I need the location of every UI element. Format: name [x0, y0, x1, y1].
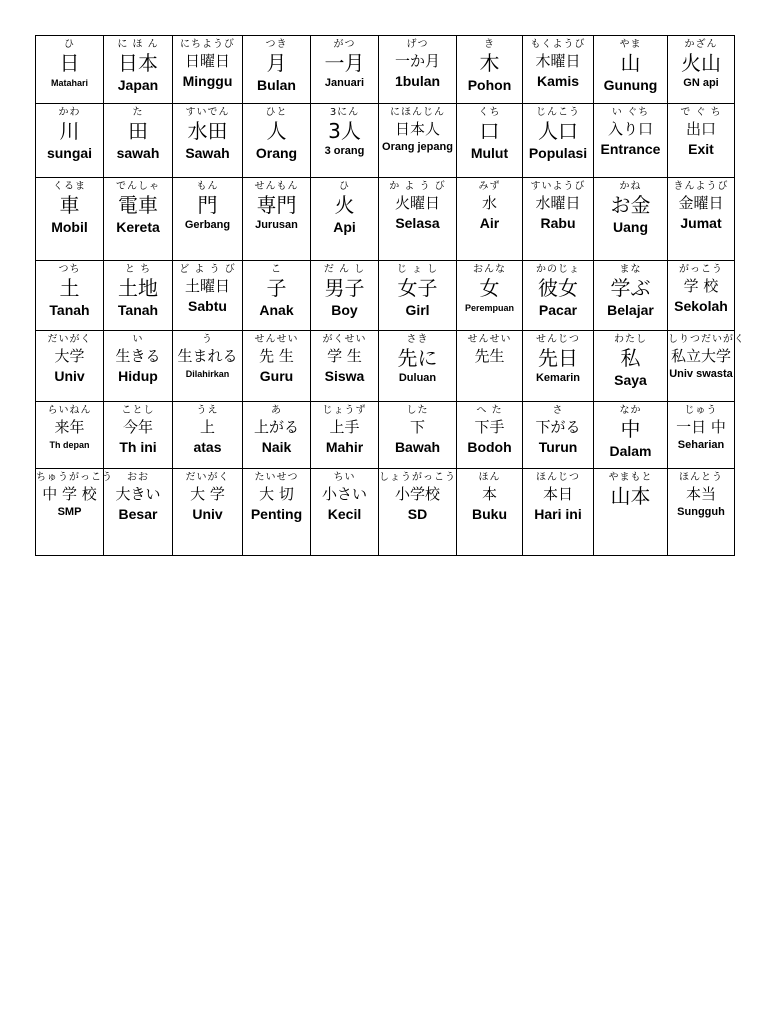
kanji-word: 日曜日	[184, 52, 230, 70]
kanji-word: 土	[59, 276, 80, 301]
meaning-label: Th ini	[119, 438, 157, 455]
meaning-label: Kecil	[327, 505, 362, 522]
meaning-label: Minggu	[182, 73, 233, 89]
vocab-cell	[594, 36, 668, 104]
furigana-reading: へ た	[476, 404, 503, 416]
vocab-cell	[668, 401, 735, 468]
vocab-cell	[668, 104, 735, 178]
furigana-reading: かね	[619, 181, 642, 193]
meaning-label: Belajar	[607, 302, 654, 319]
kanji-word: 一か月	[394, 52, 440, 70]
meaning-label: sungai	[46, 145, 93, 162]
furigana-reading: もん	[196, 181, 219, 193]
meaning-label: Jumat	[680, 215, 722, 232]
meaning-label: Sungguh	[677, 505, 725, 518]
furigana-reading: こ	[271, 264, 282, 276]
kanji-word: 本当	[685, 484, 716, 503]
furigana-reading: じ ょ し	[396, 264, 439, 276]
vocab-cell	[104, 261, 173, 330]
furigana-reading: みず	[478, 181, 501, 193]
kanji-word: 水	[481, 194, 497, 213]
vocab-table	[35, 35, 745, 556]
furigana-reading: さ	[552, 404, 564, 416]
furigana-reading: ちゅうがっこう	[36, 471, 113, 483]
meaning-label: Besar	[118, 505, 158, 522]
furigana-reading: かのじょ	[536, 264, 580, 276]
meaning-label: Tanah	[49, 302, 90, 319]
vocab-row	[36, 261, 735, 330]
kanji-word: 先に	[397, 345, 438, 370]
furigana-reading: やまもと	[608, 471, 653, 483]
furigana-reading: せんじつ	[536, 333, 580, 345]
furigana-reading: まな	[619, 264, 642, 276]
furigana-reading: で ぐ ち	[680, 107, 722, 119]
furigana-reading: きんようび	[673, 181, 729, 193]
kanji-word: 一月	[324, 51, 365, 75]
vocab-cell	[379, 330, 457, 401]
vocab-cell	[36, 330, 104, 401]
furigana-reading: にちようび	[180, 39, 235, 50]
furigana-reading: がっこう	[679, 264, 723, 276]
vocab-row	[36, 401, 735, 468]
kanji-word: 先生	[474, 346, 505, 365]
vocab-cell	[104, 36, 173, 104]
vocab-cell	[311, 36, 379, 104]
kanji-word: 日本	[118, 51, 158, 75]
meaning-label: Mahir	[325, 438, 364, 455]
meaning-label: Selasa	[395, 215, 440, 232]
vocab-cell	[243, 401, 311, 468]
vocab-cell	[243, 468, 311, 555]
furigana-reading: つち	[58, 264, 81, 276]
vocab-table-body	[36, 36, 745, 556]
kanji-word: 学 生	[327, 346, 362, 365]
vocab-cell	[104, 104, 173, 178]
vocab-cell	[457, 36, 523, 104]
furigana-reading: すいでん	[185, 107, 230, 119]
vocab-cell	[104, 401, 173, 468]
vocab-cell	[173, 178, 243, 261]
kanji-word: 私	[620, 345, 641, 370]
vocab-cell	[594, 401, 668, 468]
kanji-word: 先 生	[259, 346, 294, 365]
meaning-label: Uang	[613, 219, 648, 236]
kanji-word: 女	[479, 276, 500, 301]
vocab-cell	[36, 261, 104, 330]
meaning-label: Kamis	[536, 73, 580, 89]
vocab-cell	[173, 261, 243, 330]
furigana-reading: ほんとう	[679, 471, 723, 483]
kanji-word: 口	[479, 119, 500, 144]
kanji-word: 火山	[681, 51, 721, 75]
vocab-cell	[243, 330, 311, 401]
vocab-cell	[311, 261, 379, 330]
meaning-label: Mobil	[51, 219, 88, 236]
kanji-word: 火	[334, 193, 355, 218]
meaning-label: Entrance	[600, 141, 661, 158]
furigana-reading: がつ	[333, 39, 356, 50]
furigana-reading: あ	[271, 404, 282, 416]
kanji-word: 小さい	[321, 484, 367, 503]
furigana-reading: ちい	[333, 471, 356, 483]
vocab-cell	[523, 401, 594, 468]
meaning-label: Tanah	[117, 302, 159, 319]
meaning-label: Bawah	[394, 438, 441, 455]
meaning-label: Guru	[259, 367, 294, 384]
kanji-word: 一日 中	[676, 417, 726, 436]
furigana-reading: じょうず	[322, 404, 367, 416]
vocab-cell	[379, 261, 457, 330]
kanji-word: 日本人	[394, 120, 440, 139]
meaning-label: Populasi	[528, 145, 588, 162]
kanji-word: 土地	[118, 276, 158, 301]
meaning-label: Th depan	[49, 439, 90, 450]
vocab-cell	[311, 330, 379, 401]
vocab-row	[36, 36, 735, 104]
kanji-word: 生きる	[115, 346, 161, 365]
meaning-label: Januari	[324, 77, 365, 89]
furigana-reading: しりつだいがく	[668, 333, 745, 345]
meaning-label: Kereta	[116, 219, 160, 236]
kanji-word: 土曜日	[184, 277, 230, 296]
kanji-word: 中	[620, 416, 641, 441]
meaning-label: Orang	[255, 145, 298, 162]
meaning-label: Anak	[259, 302, 294, 319]
kanji-word: 出口	[685, 120, 716, 139]
furigana-reading: がくせい	[322, 333, 367, 345]
meaning-label: Buku	[472, 505, 507, 522]
meaning-label: 3 orang	[324, 145, 365, 158]
furigana-reading: つき	[265, 39, 288, 50]
kanji-word: 大 学	[190, 484, 225, 503]
vocab-cell	[457, 468, 523, 555]
kanji-word: お金	[610, 193, 651, 218]
vocab-cell	[173, 36, 243, 104]
vocab-cell	[243, 261, 311, 330]
vocab-cell	[311, 104, 379, 178]
vocab-cell	[311, 178, 379, 261]
furigana-reading: わたし	[614, 333, 647, 345]
vocab-cell	[668, 261, 735, 330]
kanji-word: 山	[620, 51, 641, 75]
meaning-label: Rabu	[540, 215, 576, 232]
vocab-cell	[457, 178, 523, 261]
furigana-reading: だ ん し	[323, 264, 366, 276]
kanji-word: 金曜日	[678, 194, 724, 213]
furigana-reading: うえ	[196, 404, 219, 416]
vocab-cell	[668, 178, 735, 261]
furigana-reading: だいがく	[47, 333, 92, 345]
meaning-label: Gunung	[603, 77, 658, 93]
kanji-word: 下がる	[535, 417, 581, 436]
meaning-label: Pohon	[467, 77, 512, 93]
kanji-word: 山本	[610, 483, 651, 508]
meaning-label: Sabtu	[188, 298, 227, 315]
vocab-cell	[594, 261, 668, 330]
kanji-word: 専門	[256, 193, 297, 218]
kanji-word: 木	[479, 51, 500, 75]
vocab-row	[36, 104, 735, 178]
vocab-cell	[594, 178, 668, 261]
furigana-reading: 3にん	[329, 107, 360, 119]
meaning-label: Boy	[331, 302, 358, 319]
meaning-label: Perempuan	[464, 303, 515, 314]
furigana-reading: しょうがっこう	[379, 471, 456, 483]
vocab-cell	[668, 330, 745, 401]
furigana-reading: くるま	[53, 181, 86, 193]
furigana-reading: ことし	[121, 404, 155, 416]
meaning-label: Univ	[54, 367, 85, 384]
kanji-word: 女子	[397, 276, 438, 301]
meaning-label: Girl	[405, 302, 430, 319]
vocab-cell	[36, 36, 104, 104]
vocab-cell	[523, 36, 594, 104]
furigana-reading: おお	[127, 471, 149, 483]
kanji-word: 子	[266, 276, 287, 301]
meaning-label: Penting	[250, 505, 303, 522]
vocab-row	[36, 468, 735, 555]
meaning-label: Jurusan	[255, 219, 298, 232]
kanji-word: 3人	[328, 119, 361, 144]
vocab-cell	[36, 468, 113, 555]
furigana-reading: と ち	[124, 264, 152, 276]
vocab-cell	[104, 468, 173, 555]
kanji-word: 電車	[118, 193, 158, 218]
vocab-cell	[173, 104, 243, 178]
vocab-cell	[379, 468, 457, 555]
furigana-reading: き	[484, 39, 495, 50]
furigana-reading: かざん	[684, 39, 718, 50]
furigana-reading: う	[202, 333, 213, 345]
meaning-label: Siswa	[324, 367, 365, 384]
vocab-cell	[173, 401, 243, 468]
kanji-word: 車	[59, 193, 80, 218]
kanji-word: 木曜日	[535, 52, 581, 70]
vocab-cell	[243, 36, 311, 104]
meaning-label: Bulan	[257, 77, 296, 93]
furigana-reading: やま	[619, 39, 642, 50]
vocab-cell	[594, 104, 668, 178]
vocab-cell	[243, 104, 311, 178]
meaning-label: Naik	[261, 438, 292, 455]
furigana-reading: じんこう	[536, 107, 580, 119]
kanji-word: 下	[409, 417, 425, 436]
meaning-label: Japan	[117, 77, 159, 93]
meaning-label: Sekolah	[674, 298, 728, 315]
meaning-label: Univ	[192, 505, 223, 522]
meaning-label: Api	[333, 219, 356, 236]
kanji-word: 先日	[538, 345, 578, 370]
vocab-row	[36, 330, 735, 401]
vocab-cell	[379, 178, 457, 261]
meaning-label: Dalam	[609, 442, 652, 459]
meaning-label: Seharian	[677, 438, 725, 451]
vocab-cell	[457, 261, 523, 330]
meaning-label: 1bulan	[394, 73, 441, 89]
furigana-reading: もくようび	[530, 39, 586, 50]
meaning-label: Orang jepang	[382, 141, 453, 154]
vocab-cell	[311, 468, 379, 555]
kanji-word: 門	[197, 193, 218, 218]
vocab-cell	[311, 401, 379, 468]
furigana-reading: ひ	[64, 39, 75, 50]
vocab-cell	[36, 104, 104, 178]
furigana-reading: に ほ ん	[117, 39, 159, 50]
furigana-reading: げつ	[406, 39, 429, 50]
furigana-reading: ひ	[339, 181, 350, 193]
kanji-word: 来年	[54, 417, 85, 436]
furigana-reading: せんせい	[254, 333, 299, 345]
kanji-word: 水曜日	[535, 194, 581, 213]
meaning-label: Air	[479, 215, 500, 232]
furigana-reading: さき	[406, 333, 429, 345]
kanji-word: 人	[266, 119, 287, 144]
vocab-cell	[594, 468, 668, 555]
kanji-word: 川	[59, 119, 80, 144]
furigana-reading: い	[132, 333, 144, 345]
furigana-reading: くち	[478, 107, 501, 119]
vocab-cell	[523, 178, 594, 261]
vocab-cell	[243, 178, 311, 261]
furigana-reading: せんもん	[254, 181, 299, 193]
vocab-cell	[457, 401, 523, 468]
meaning-label: Exit	[688, 141, 714, 158]
vocab-cell	[457, 330, 523, 401]
meaning-label: Sawah	[185, 145, 230, 162]
furigana-reading: た	[132, 107, 144, 119]
vocab-cell	[379, 36, 457, 104]
meaning-label: Kemarin	[535, 371, 581, 384]
vocab-cell	[668, 36, 735, 104]
vocab-cell	[173, 330, 243, 401]
vocab-cell	[523, 468, 594, 555]
vocab-cell	[523, 104, 594, 178]
furigana-reading: い ぐち	[611, 107, 650, 119]
vocab-cell	[36, 401, 104, 468]
vocab-cell	[173, 468, 243, 555]
furigana-reading: なか	[619, 404, 642, 416]
kanji-word: 上手	[329, 417, 360, 436]
kanji-word: 男子	[324, 276, 365, 301]
furigana-reading: ど よ う び	[179, 264, 236, 276]
meaning-label: SMP	[57, 505, 82, 518]
kanji-word: 田	[128, 119, 148, 144]
meaning-label: SD	[407, 505, 428, 522]
kanji-word: 本	[481, 484, 497, 503]
vocab-cell	[594, 330, 668, 401]
kanji-word: 人口	[538, 119, 578, 144]
furigana-reading: たいせつ	[254, 471, 299, 483]
furigana-reading: おんな	[473, 264, 506, 276]
vocab-row	[36, 178, 735, 261]
meaning-label: Duluan	[398, 371, 437, 384]
furigana-reading: ひと	[265, 107, 288, 119]
meaning-label: sawah	[116, 145, 160, 162]
kanji-word: 入り口	[607, 120, 653, 139]
kanji-word: 本日	[542, 484, 573, 503]
kanji-word: 上がる	[253, 417, 299, 436]
vocab-cell	[523, 330, 594, 401]
furigana-reading: ほん	[478, 471, 501, 483]
kanji-word: 上	[199, 417, 215, 436]
furigana-reading: じゅう	[684, 404, 718, 416]
meaning-label: Pacar	[538, 302, 578, 319]
kanji-word: 彼女	[538, 276, 578, 301]
furigana-reading: でんしゃ	[116, 181, 160, 193]
kanji-word: 月	[266, 51, 287, 75]
meaning-label: Hari ini	[534, 505, 582, 522]
meaning-label: Turun	[538, 438, 578, 455]
meaning-label: Mulut	[470, 145, 509, 162]
kanji-word: 今年	[122, 417, 153, 436]
furigana-reading: らいねん	[47, 404, 92, 416]
kanji-word: 生まれる	[177, 346, 238, 365]
vocab-cell	[668, 468, 735, 555]
meaning-label: Matahari	[50, 78, 88, 88]
meaning-label: Bodoh	[467, 438, 512, 455]
meaning-label: GN api	[683, 77, 719, 89]
vocab-cell	[523, 261, 594, 330]
vocab-cell	[36, 178, 104, 261]
meaning-label: Saya	[614, 371, 647, 388]
furigana-reading: した	[406, 404, 429, 416]
kanji-word: 下手	[474, 417, 505, 436]
furigana-reading: せんせい	[467, 333, 512, 345]
kanji-word: 学 校	[683, 277, 719, 296]
furigana-reading: ほんじつ	[536, 471, 580, 483]
meaning-label: Univ swasta	[669, 367, 733, 380]
vocab-cell	[379, 104, 457, 178]
furigana-reading: かわ	[58, 107, 81, 119]
vocab-cell	[457, 104, 523, 178]
kanji-word: 私立大学	[670, 346, 731, 365]
meaning-label: Dilahirkan	[185, 368, 230, 379]
furigana-reading: にほんじん	[390, 107, 445, 119]
meaning-label: atas	[193, 438, 222, 455]
meaning-label: Gerbang	[184, 219, 231, 232]
furigana-reading: か よ う び	[389, 181, 446, 193]
vocab-cell	[379, 401, 457, 468]
kanji-word: 日	[59, 51, 80, 75]
furigana-reading: だいがく	[185, 471, 230, 483]
kanji-word: 小学校	[394, 484, 440, 503]
vocab-cell	[104, 178, 173, 261]
kanji-word: 火曜日	[394, 194, 440, 213]
kanji-word: 中 学 校	[42, 484, 97, 503]
kanji-word: 大学	[54, 346, 85, 365]
kanji-word: 水田	[187, 119, 228, 144]
kanji-word: 大きい	[115, 484, 161, 503]
vocab-cell	[104, 330, 173, 401]
furigana-reading: すいようび	[530, 181, 586, 193]
kanji-word: 大 切	[259, 484, 294, 503]
kanji-word: 学ぶ	[610, 276, 651, 301]
meaning-label: Hidup	[118, 367, 158, 384]
